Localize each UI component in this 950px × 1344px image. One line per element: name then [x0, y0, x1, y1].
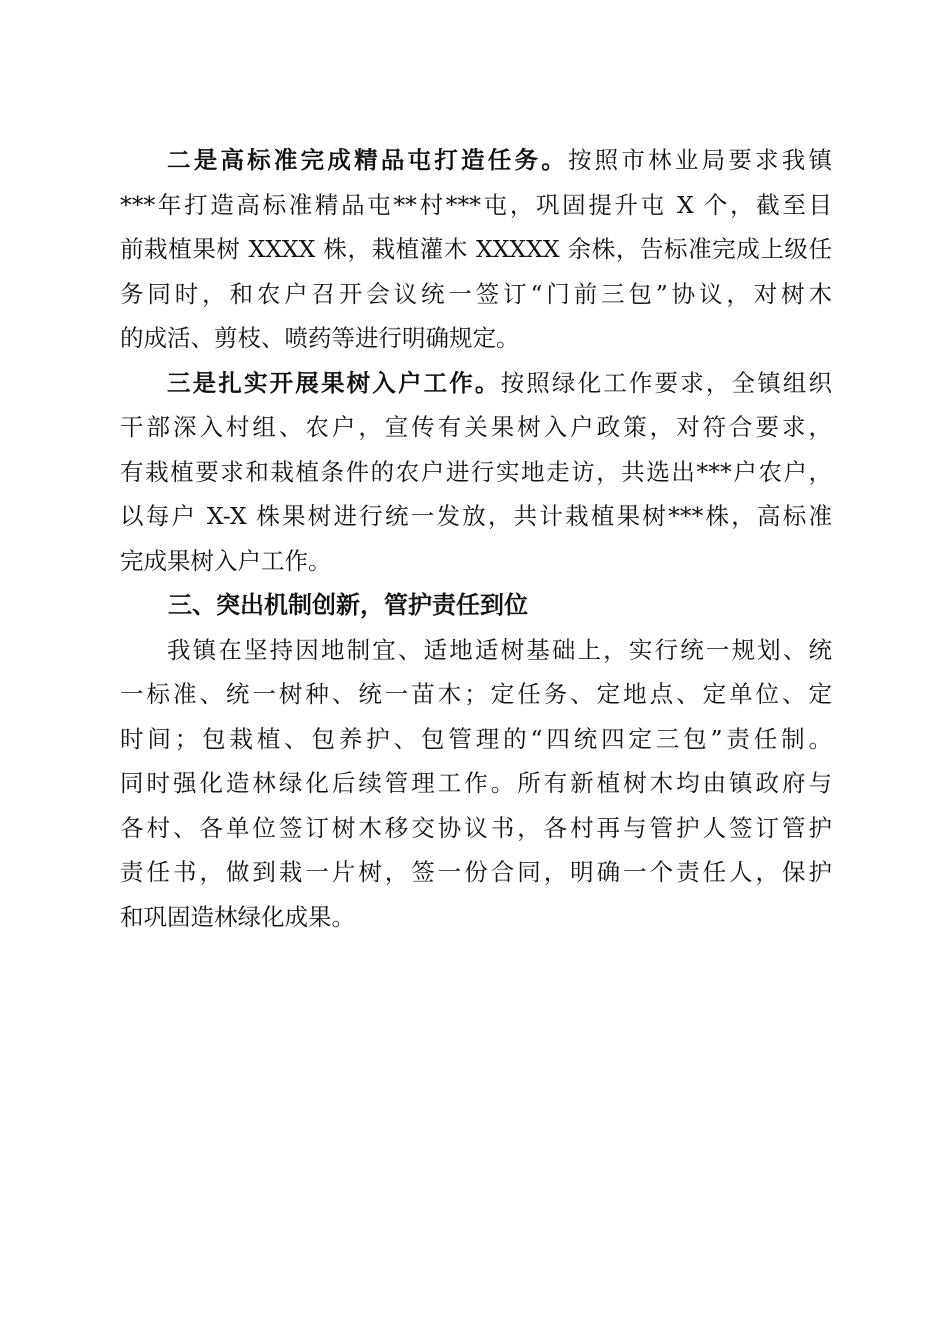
paragraph-line: 务同时，和农户召开会议统一签订“门前三包”协议，对树木: [120, 279, 832, 308]
paragraph-line: 前栽植果树 XXXX 株，栽植灌木 XXXXX 余株，告标准完成上级任: [120, 235, 832, 263]
paragraph-line: 各村、各单位签订树木移交协议书，各村再与管护人签订管护: [120, 813, 832, 842]
paragraph-line: 完成果树入户工作。: [120, 546, 332, 575]
section-heading: 三、突出机制创新，管护责任到位: [168, 591, 528, 619]
paragraph-line: 责任书，做到栽一片树，签一份合同，明确一个责任人，保护: [120, 858, 832, 886]
paragraph-line: 时间；包栽植、包养护、包管理的“四统四定三包”责任制。: [120, 724, 832, 753]
paragraph-lead-heading: 二是高标准完成精品屯打造任务。: [167, 146, 568, 174]
paragraph-lead-heading: 三是扎实开展果树入户工作。: [167, 368, 501, 397]
paragraph-line: 和巩固造林绿化成果。: [120, 902, 355, 931]
paragraph-line: 同时强化造林绿化后续管理工作。所有新植树木均由镇政府与: [120, 769, 832, 797]
paragraph-fruit-trees: [120, 361, 832, 584]
paragraph-text: 按照市林业局要求我镇: [567, 146, 832, 174]
paragraph-line: [120, 138, 832, 183]
paragraph-line: 一标准、统一树种、统一苗木；定任务、定地点、定单位、定: [120, 680, 832, 708]
paragraph-precision-village: [120, 138, 832, 361]
paragraph-line: 有栽植要求和栽植条件的农户进行实地走访，共选出***户农户，: [120, 457, 832, 486]
paragraph-line: 以每户 X-X 株果树进行统一发放，共计栽植果树***株，高标准: [120, 502, 832, 530]
paragraph-line: 的成活、剪枝、喷药等进行明确规定。: [120, 324, 520, 352]
paragraph-line: ***年打造高标准精品屯**村***屯，巩固提升屯 X 个，截至目: [120, 190, 832, 219]
paragraph-line: [120, 361, 832, 406]
paragraph-text: 按照绿化工作要求，全镇组织: [500, 368, 833, 397]
paragraph-line: 干部深入村组、农户，宣传有关果树入户政策，对符合要求，: [120, 413, 832, 441]
paragraph-line: 我镇在坚持因地制宜、适地适树基础上，实行统一规划、统: [167, 635, 832, 664]
document-body: [120, 138, 832, 939]
paragraph-mechanism: [120, 628, 832, 940]
